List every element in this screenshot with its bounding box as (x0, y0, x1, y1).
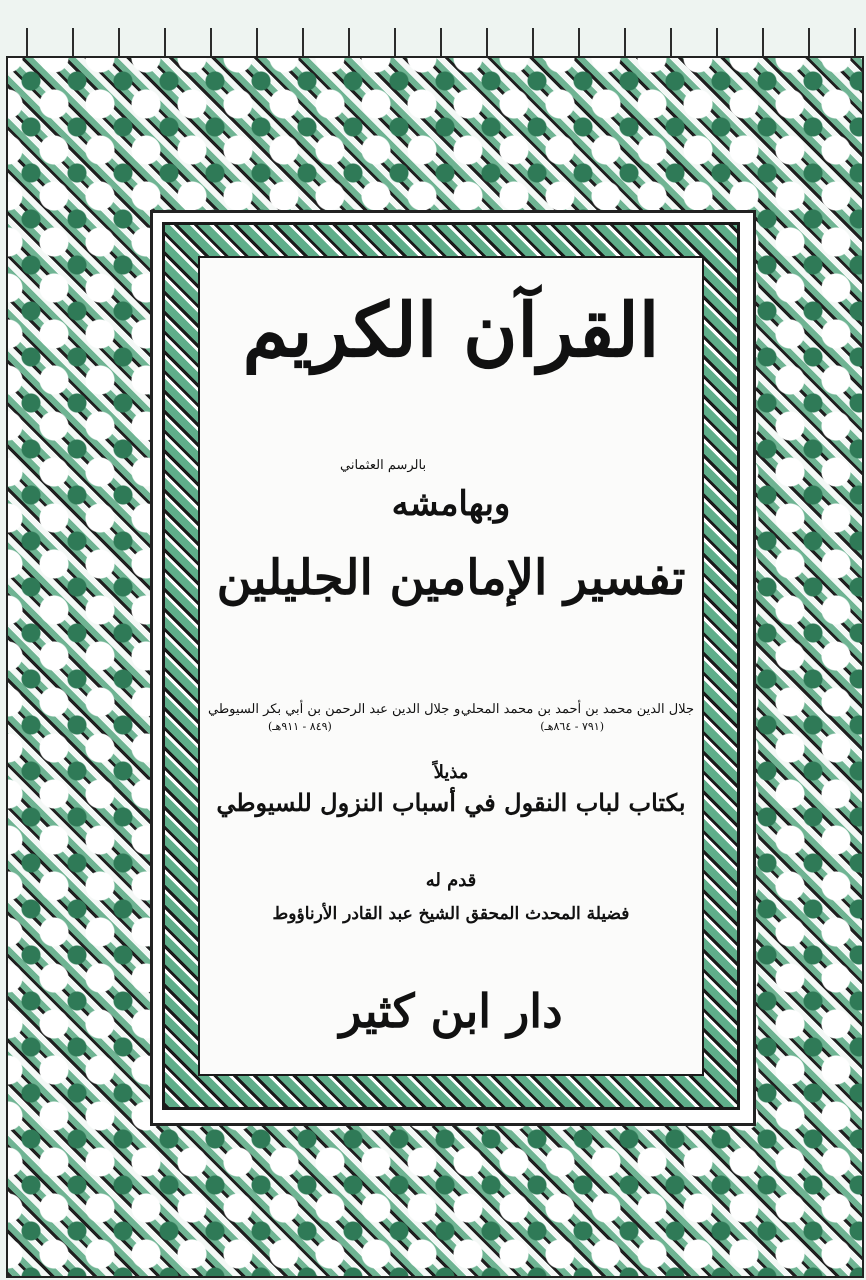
main-title: القرآن الكريم (242, 288, 660, 374)
author-mahalli: جلال الدين محمد بن أحمد بن محمد المحلي (460, 702, 694, 717)
author-mahalli-dates: (٧٩١ - ٨٦٤هـ) (540, 720, 604, 733)
appended-book-title: بكتاب لباب النقول في أسباب النزول للسيوطي (216, 788, 686, 817)
with-margin-label: وبهامشه (391, 484, 511, 524)
authors-line (208, 702, 694, 742)
author-suyuti: جلال الدين عبد الرحمن بن أبي بكر السيوطي (208, 702, 450, 717)
appended-label: مذيلاً (433, 762, 469, 783)
author-suyuti-dates: (٨٤٩ - ٩١١هـ) (268, 720, 332, 733)
tafsir-title: تفسير الإمامين الجليلين (216, 550, 686, 606)
presenter-name: فضيلة المحدث المحقق الشيخ عبد القادر الأرناؤوط (272, 904, 630, 924)
publisher-name: دار ابن كثير (339, 984, 563, 1038)
presented-by-label: قدم له (425, 870, 477, 891)
title-panel (198, 256, 704, 1076)
ornament-top-spikes (10, 28, 856, 58)
rasm-label: بالرسم العثماني (340, 458, 427, 473)
author-conjunction: و (454, 702, 461, 717)
